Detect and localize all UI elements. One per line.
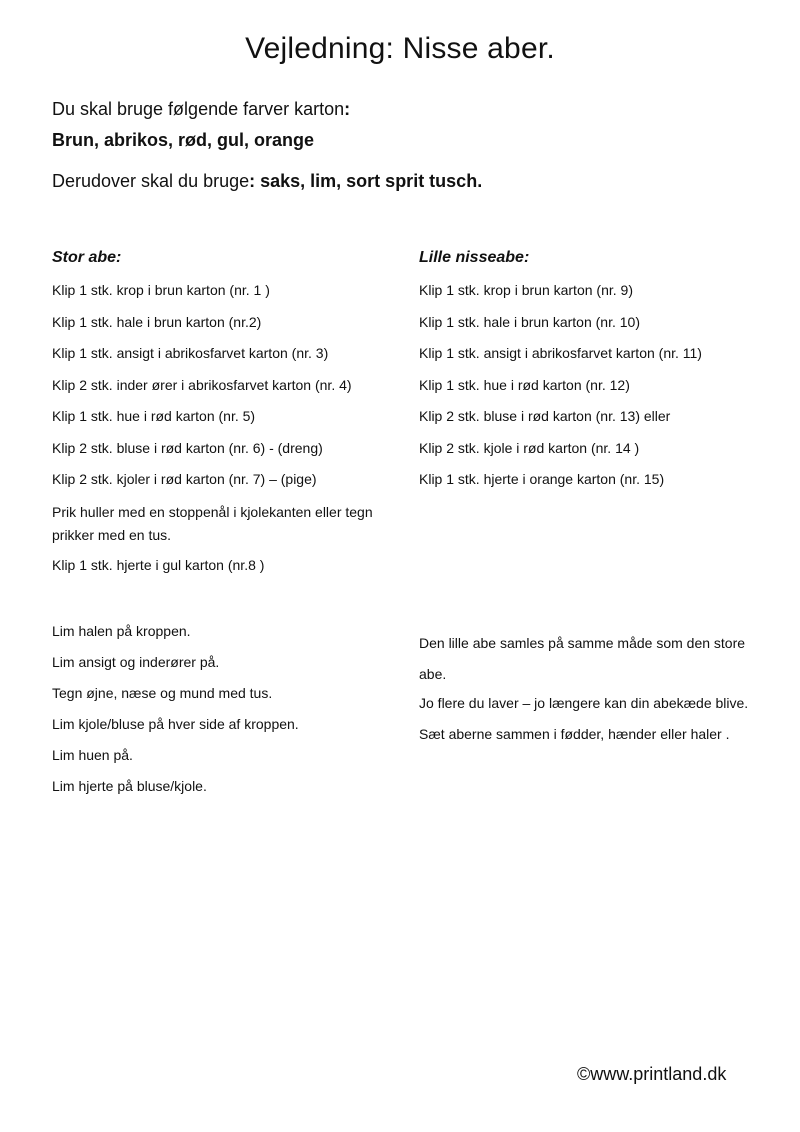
- list-item: Klip 1 stk. hjerte i orange karton (nr. 15): [419, 471, 665, 487]
- stor-abe-heading: Stor abe:: [52, 249, 122, 266]
- list-item: Klip 2 stk. bluse i rød karton (nr. 13) eller: [419, 408, 671, 424]
- intro-colors-colon: :: [344, 99, 351, 119]
- list-item: Jo flere du laver – jo længere kan din abekæde blive.: [419, 695, 749, 711]
- list-item: Lim kjole/bluse på hver side af kroppen.: [52, 716, 299, 732]
- list-item: Klip 1 stk. hale i brun karton (nr. 10): [419, 313, 640, 330]
- list-item: Den lille abe samles på samme måde som den store abe.: [419, 635, 746, 682]
- intro-colors-label: Du skal bruge følgende farver karton: [52, 99, 345, 119]
- intro-colors-list: Brun, abrikos, rød, gul, orange: [52, 130, 315, 150]
- list-item: Lim ansigt og inderører på.: [52, 654, 220, 670]
- list-item: Sæt aberne sammen i fødder, hænder eller haler .: [419, 726, 730, 743]
- lille-nisseabe-heading: Lille nisseabe:: [419, 249, 530, 266]
- list-item: Klip 1 stk. hue i rød karton (nr. 5): [52, 408, 256, 424]
- intro-tools-line: [52, 171, 482, 192]
- list-item: Klip 2 stk. kjole i rød karton (nr. 14 ): [419, 439, 640, 456]
- intro-colors-line: [52, 99, 350, 120]
- stor-abe-assembly-steps: [52, 621, 412, 807]
- list-item: Lim hjerte på bluse/kjole.: [52, 778, 207, 794]
- list-item: Klip 2 stk. kjoler i rød karton (nr. 7) – (pige): [52, 471, 317, 487]
- list-item: Prik huller med en stoppenål i kjolekanten eller tegn prikker med en tus.: [52, 503, 373, 543]
- list-item: Klip 1 stk. ansigt i abrikosfarvet karton (nr. 3): [52, 345, 329, 361]
- list-item: Klip 1 stk. hue i rød karton (nr. 12): [419, 376, 630, 393]
- list-item: Lim huen på.: [52, 747, 133, 763]
- copyright-footer: ©www.printland.dk: [577, 1064, 727, 1084]
- stor-abe-section: [52, 249, 412, 586]
- list-item: Lim halen på kroppen.: [52, 623, 191, 639]
- lille-nisseabe-assembly-notes: [419, 628, 764, 755]
- list-item: Klip 1 stk. krop i brun karton (nr. 9): [419, 282, 633, 298]
- list-item: Klip 1 stk. ansigt i abrikosfarvet karton (nr. 11): [419, 345, 702, 361]
- page-title: Vejledning: Nisse aber.: [245, 32, 555, 65]
- list-item: Klip 2 stk. inder ører i abrikosfarvet karton (nr. 4): [52, 376, 352, 393]
- intro-tools-label: Derudover skal du bruge: [52, 171, 250, 191]
- list-item: Klip 1 stk. krop i brun karton (nr. 1 ): [52, 282, 270, 298]
- list-item: Klip 1 stk. hale i brun karton (nr.2): [52, 313, 262, 330]
- intro-tools-list: : saks, lim, sort sprit tusch.: [249, 171, 483, 191]
- list-item: Klip 1 stk. hjerte i gul karton (nr.8 ): [52, 556, 265, 573]
- lille-nisseabe-section: [419, 249, 779, 501]
- list-item: Klip 2 stk. bluse i rød karton (nr. 6) - (dreng): [52, 439, 323, 456]
- list-item: Tegn øjne, næse og mund med tus.: [52, 685, 273, 701]
